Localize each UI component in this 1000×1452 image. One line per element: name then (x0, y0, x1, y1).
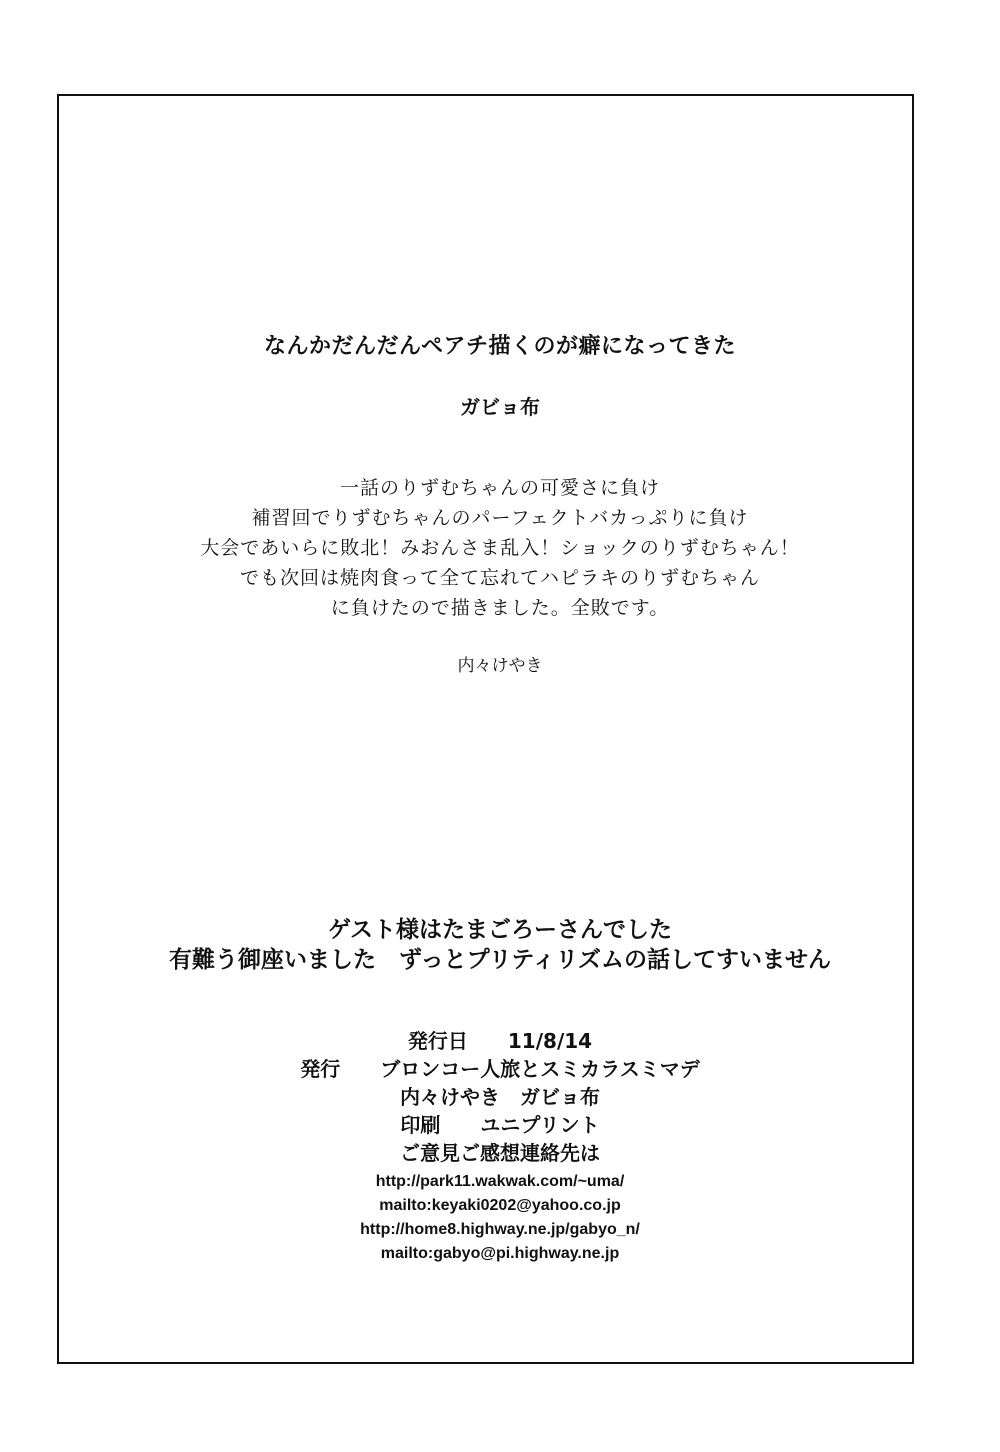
thanks-block (0, 915, 1000, 975)
afterword-title: なんかだんだんペアチ描くのが癖になってきた (263, 334, 737, 359)
link-url-gabyo[interactable]: http://home8.highway.ne.jp/gabyo_n/ (360, 1221, 640, 1238)
publisher-value: ブロンコー人旅とスミカラスミマデ (380, 1057, 700, 1081)
colophon (0, 1027, 1000, 1167)
printer-value: ユニプリント (480, 1113, 600, 1137)
thanks-line-apology: 有難う御座いました ずっとプリティリズムの話してすいません (169, 947, 831, 973)
afterword-comment (0, 473, 1000, 623)
afterword-author: ガビョ布 (460, 395, 540, 419)
link-mail-keyaki[interactable]: mailto:keyaki0202@yahoo.co.jp (379, 1197, 621, 1214)
comment-signature: 内々けやき (457, 656, 543, 676)
thanks-line-guest: ゲスト様はたまごろーさんでした (327, 917, 673, 943)
comment-line: に負けたので描きました。全敗です。 (330, 597, 670, 619)
colophon-printer-row (0, 1111, 1000, 1139)
date-value: 11/8/14 (507, 1029, 593, 1053)
contact-links (0, 1170, 1000, 1266)
date-label: 発行日 (407, 1029, 468, 1053)
colophon-authors: 内々けやき ガビョ布 (400, 1085, 600, 1109)
colophon-publisher-row (0, 1055, 1000, 1083)
printer-label: 印刷 (400, 1113, 441, 1137)
colophon-contact-label: ご意見ご感想連絡先は (400, 1141, 600, 1165)
comment-line: 大会であいらに敗北！みおんさま乱入！ショックのりずむちゃん！ (200, 537, 800, 559)
link-mail-gabyo[interactable]: mailto:gabyo@pi.highway.ne.jp (380, 1245, 620, 1262)
colophon-date-row (0, 1027, 1000, 1055)
comment-line: 一話のりずむちゃんの可愛さに負け (339, 477, 660, 499)
comment-line: でも次回は焼肉食って全て忘れてハピラキのりずむちゃん (239, 567, 760, 589)
comment-line: 補習回でりずむちゃんのパーフェクトバカっぷりに負け (251, 507, 749, 529)
publisher-label: 発行 (300, 1057, 341, 1081)
link-url-uma[interactable]: http://park11.wakwak.com/~uma/ (375, 1173, 625, 1190)
